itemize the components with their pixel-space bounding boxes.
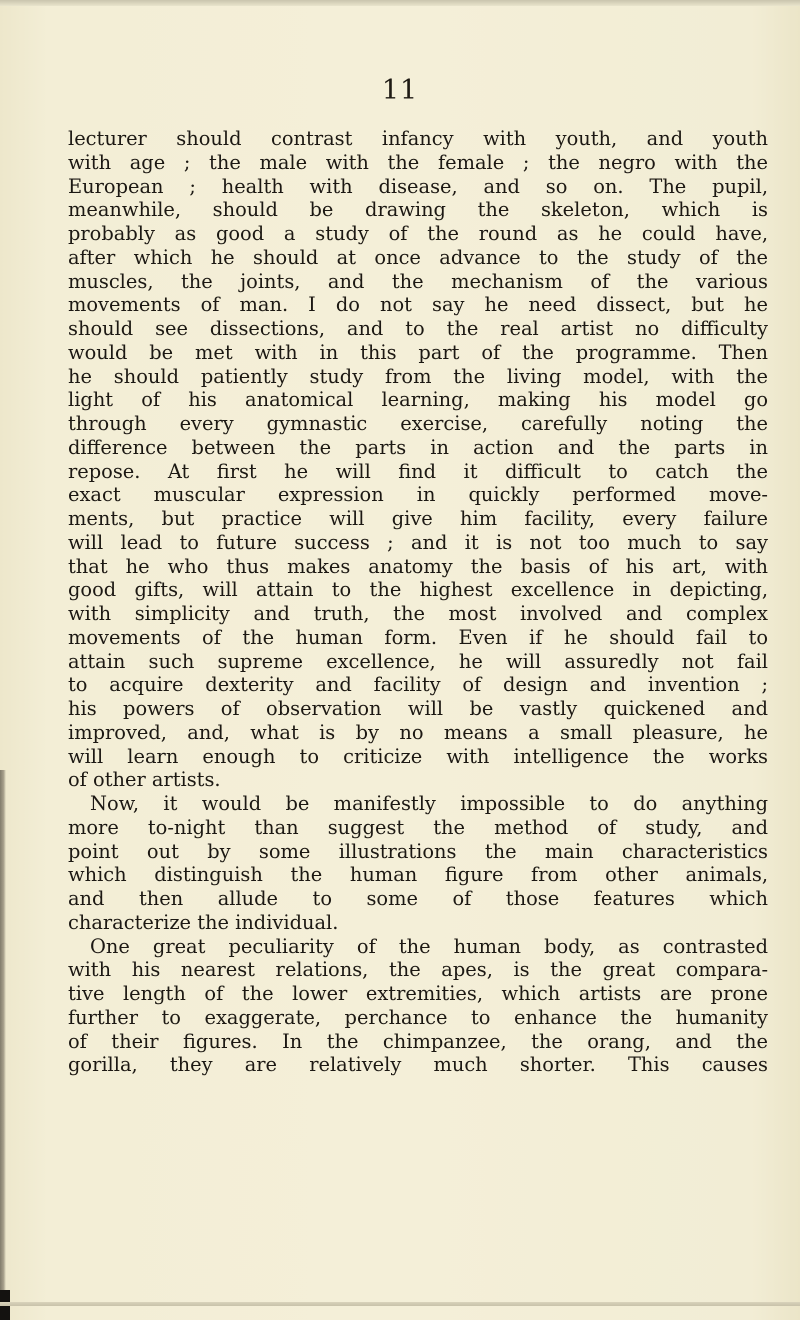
text-line: his powers of observation will be vastly quickened and [68, 697, 768, 720]
binding-edge-shadow [0, 770, 6, 1320]
text-line: improved, and, what is by no means a small pleasure, he [68, 720, 768, 744]
text-line: which distinguish the human figure from other animals, [68, 863, 768, 887]
text-line: characterize the individual. [68, 910, 339, 934]
text-line: through every gymnastic exercise, carefully noting the [68, 412, 768, 435]
text-line: exact muscular expression in quickly performed move- [68, 483, 768, 507]
text-line: Now, it would be manifestly impossible to do anything [90, 792, 768, 815]
top-edge-shadow [0, 0, 800, 6]
text-line: will lead to future success ; and it is not too much to say [68, 530, 768, 554]
text-line: will learn enough to criticize with intelligence the works [68, 744, 768, 768]
text-line: after which he should at once advance to the study of the [68, 245, 768, 269]
text-line: difference between the parts in action and the parts in [68, 435, 768, 459]
text-line: of other artists. [68, 768, 221, 792]
text-line: ments, but practice will give him facility, every failure [68, 507, 768, 530]
text-line: European ; health with disease, and so on. The pupil, [68, 174, 768, 198]
text-line: muscles, the joints, and the mechanism of the various [68, 269, 768, 293]
text-line: with age ; the male with the female ; the negro with the [68, 150, 768, 174]
page-number: 11 [381, 75, 419, 106]
text-line: should see dissections, and to the real artist no difficulty [68, 317, 768, 340]
text-line: would be met with in this part of the programme. Then [68, 340, 768, 364]
text-line: that he who thus makes anatomy the basis of his art, with [68, 554, 768, 578]
text-line: lecturer should contrast infancy with youth, and youth [68, 127, 768, 150]
text-line: with his nearest relations, the apes, is the great compara- [68, 958, 768, 982]
text-line: movements of man. I do not say he need dissect, but he [68, 293, 768, 317]
text-line: further to exaggerate, perchance to enhance the humanity [68, 1005, 768, 1029]
text-line: light of his anatomical learning, making his model go [68, 388, 768, 412]
text-line: attain such supreme excellence, he will assuredly not fail [68, 649, 768, 673]
text-line: to acquire dexterity and facility of design and invention ; [68, 673, 768, 697]
text-line: of their figures. In the chimpanzee, the orang, and the [68, 1029, 768, 1053]
bottom-edge-shadow [0, 1302, 800, 1306]
text-line: with simplicity and truth, the most involved and complex [68, 602, 768, 625]
text-line: meanwhile, should be drawing the skeleton, which is [68, 198, 768, 222]
text-line: gorilla, they are relatively much shorter. This causes [68, 1053, 768, 1077]
text-line: more to-night than suggest the method of study, and [68, 815, 768, 839]
text-line: probably as good a study of the round as he could have, [68, 222, 768, 245]
text-line: good gifts, will attain to the highest excellence in depicting, [68, 578, 768, 602]
text-line: and then allude to some of those features which [68, 887, 768, 910]
text-line: point out by some illustrations the main characteristics [68, 839, 768, 863]
text-line: One great peculiarity of the human body, as contrasted [90, 934, 768, 958]
text-line: movements of the human form. Even if he should fail to [68, 625, 768, 649]
text-line: repose. At first he will find it difficult to catch the [68, 459, 768, 483]
text-line: tive length of the lower extremities, which artists are prone [68, 982, 768, 1005]
body-text [68, 127, 768, 1077]
text-line: he should patiently study from the living model, with the [68, 364, 768, 388]
